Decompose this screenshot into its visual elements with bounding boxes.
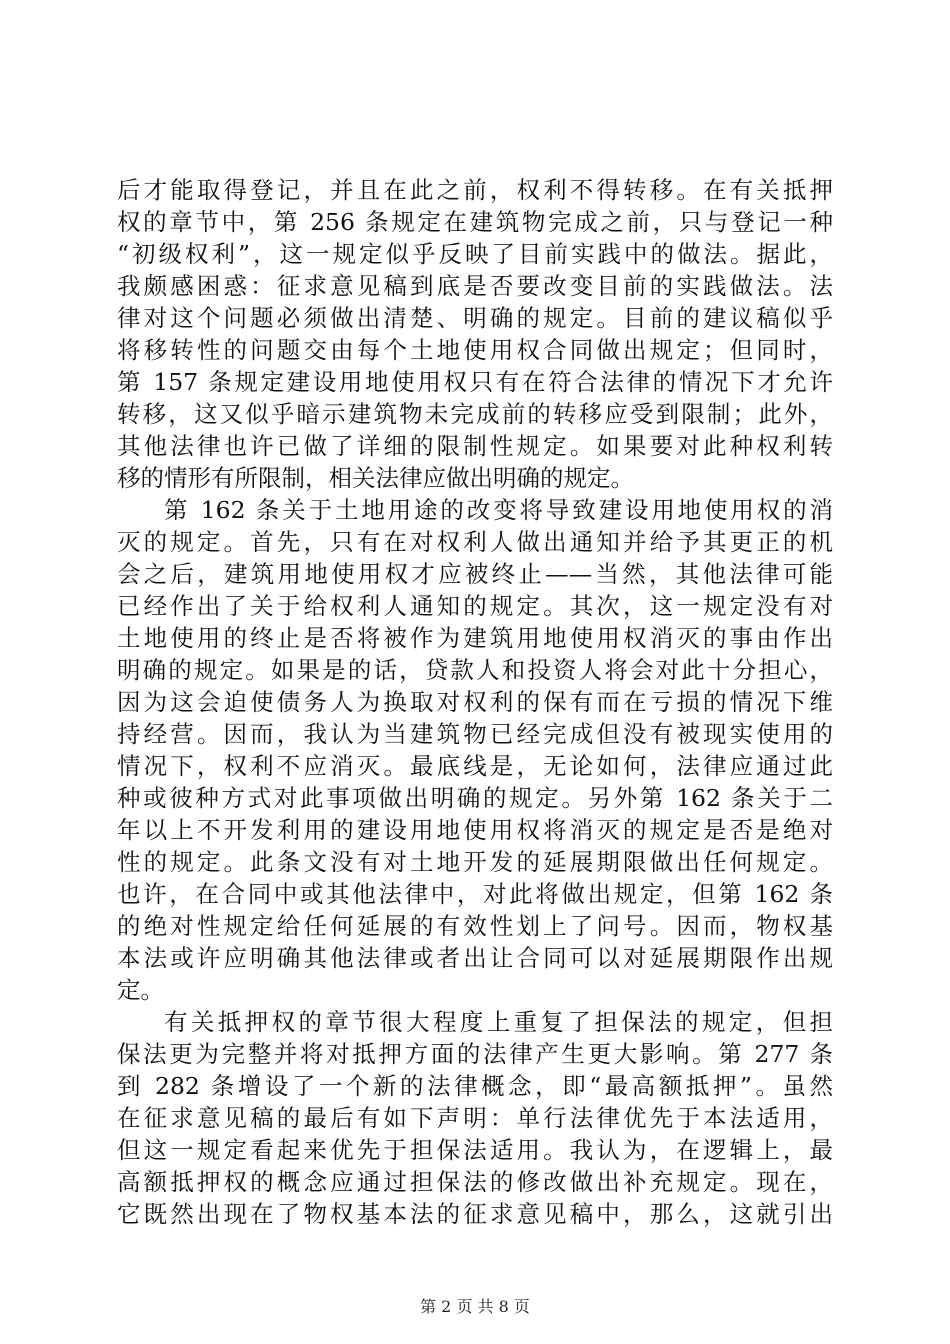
text-line: 第 157 条规定建设用地使用权只有在符合法律的情况下才允许 [117,368,833,396]
text-line: “初级权利”，这一规定似乎反映了目前实践中的做法。据此， [117,240,833,268]
text-line: 保法更为完整并将对抵押方面的法律产生更大影响。第 277 条 [117,1040,833,1068]
text-line: 情况下，权利不应消灭。最底线是，无论如何，法律应通过此 [117,752,833,780]
text-line: 年以上不开发利用的建设用地使用权将消灭的规定是否是绝对 [117,816,833,844]
text-line: 移的情形有所限制，相关法律应做出明确的规定。 [117,464,634,492]
text-line: 也许，在合同中或其他法律中，对此将做出规定，但第 162 条 [117,880,833,908]
page-number-footer: 第 2 页 共 8 页 [420,1297,530,1316]
text-line: 会之后，建筑用地使用权才应被终止——当然，其他法律可能 [117,560,833,588]
text-line: 其他法律也许已做了详细的限制性规定。如果要对此种权利转 [117,432,833,460]
paragraph-first-line: 第 162 条关于土地用途的改变将导致建设用地使用权的消 [164,496,833,524]
text-line: 权的章节中，第 256 条规定在建筑物完成之前，只与登记一种 [117,208,833,236]
text-line: 它既然出现在了物权基本法的征求意见稿中，那么，这就引出 [117,1200,833,1228]
text-line: 到 282 条增设了一个新的法律概念，即“最高额抵押”。虽然 [117,1072,833,1100]
text-line: 因为这会迫使债务人为换取对权利的保有而在亏损的情况下维 [117,688,833,716]
text-line: 后才能取得登记，并且在此之前，权利不得转移。在有关抵押 [117,176,833,204]
text-line: 律对这个问题必须做出清楚、明确的规定。目前的建议稿似乎 [117,304,833,332]
text-line: 在征求意见稿的最后有如下声明：单行法律优先于本法适用， [117,1104,833,1132]
text-line: 已经作出了关于给权利人通知的规定。其次，这一规定没有对 [117,592,833,620]
text-line: 我颇感困惑：征求意见稿到底是否要改变目前的实践做法。法 [117,272,833,300]
text-line: 持经营。因而，我认为当建筑物已经完成但没有被现实使用的 [117,720,833,748]
text-line: 种或彼种方式对此事项做出明确的规定。另外第 162 条关于二 [117,784,833,812]
text-line: 定。 [117,976,164,1004]
paragraph-first-line: 有关抵押权的章节很大程度上重复了担保法的规定，但担 [164,1008,833,1036]
text-line: 明确的规定。如果是的话，贷款人和投资人将会对此十分担心， [117,656,833,684]
text-line: 但这一规定看起来优先于担保法适用。我认为，在逻辑上，最 [117,1136,833,1164]
text-line: 的绝对性规定给任何延展的有效性划上了问号。因而，物权基 [117,912,833,940]
body-text [117,174,833,1230]
text-line: 性的规定。此条文没有对土地开发的延展期限做出任何规定。 [117,848,833,876]
text-line: 土地使用的终止是否将被作为建筑用地使用权消灭的事由作出 [117,624,833,652]
text-line: 本法或许应明确其他法律或者出让合同可以对延展期限作出规 [117,944,833,972]
text-line: 转移，这又似乎暗示建筑物未完成前的转移应受到限制；此外， [117,400,833,428]
text-line: 将移转性的问题交由每个土地使用权合同做出规定；但同时， [117,336,833,364]
text-line: 灭的规定。首先，只有在对权利人做出通知并给予其更正的机 [117,528,833,556]
text-line: 高额抵押权的概念应通过担保法的修改做出补充规定。现在， [117,1168,833,1196]
